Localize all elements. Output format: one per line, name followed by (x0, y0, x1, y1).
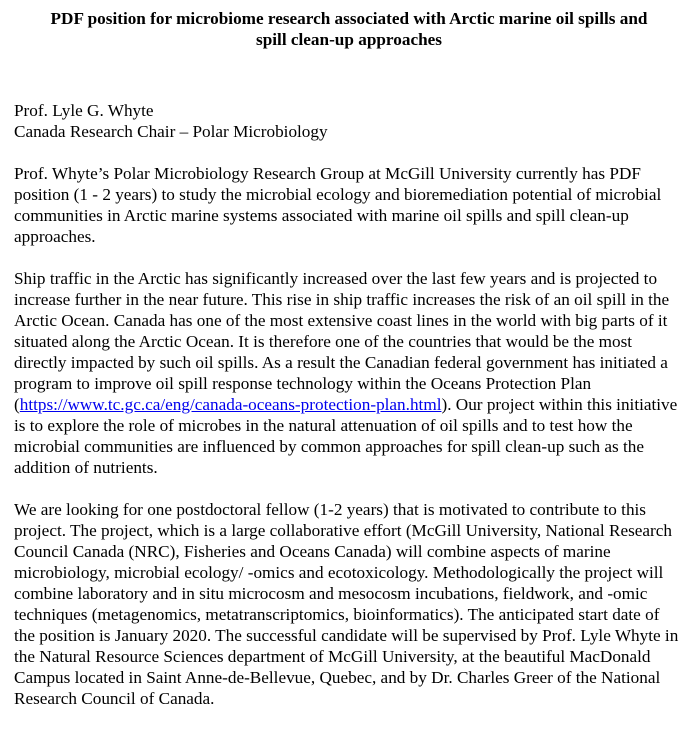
author-name: Prof. Lyle G. Whyte (14, 101, 154, 120)
paragraph-position-summary: Prof. Whyte’s Polar Microbiology Research Group at McGill University currently has PDF position (1 - 2 years) to study the microbial ecology and bioremediation potential of microbial communities in Arctic marine systems associated with marine oil spills and spill clean-up approaches. (14, 164, 662, 246)
paragraph-recruitment: We are looking for one postdoctoral fellow (1-2 years) that is motivated to contribute to this project. The project, which is a large collaborative effort (McGill University, National Research Council Canada (NRC), Fisheries and Oceans Canada) will combine aspects of marine microbiology, microbial ecology/ -omics and ecotoxicology. Methodologically the project will combine laboratory and in situ microcosm and mesocosm incubations, fieldwork, and -omic techniques (metagenomics, metatranscriptomics, bioinformatics). The anticipated start date of the position is January 2020. The successful candidate will be supervised by Prof. Lyle Whyte in the Natural Resource Sciences department of McGill University, at the beautiful MacDonald Campus located in Saint Anne-de-Bellevue, Quebec, and by Dr. Charles Greer of the National Research Council of Canada. (14, 500, 679, 708)
author-position: Canada Research Chair – Polar Microbiology (14, 122, 328, 141)
paragraph-background (14, 268, 684, 478)
author-block (14, 100, 684, 142)
document-title: PDF position for microbiome research associated with Arctic marine oil spills and spill clean-up approaches (50, 9, 648, 49)
oceans-protection-plan-link[interactable]: https://www.tc.gc.ca/eng/canada-oceans-protection-plan.html (19, 395, 442, 414)
paragraph-background-text: Ship traffic in the Arctic has significantly increased over the last few years and is projected to increase further in the near future. This rise in ship traffic increases the risk of an oil spill in the Arctic Ocean. Canada has one of the most extensive coast lines in the world with big parts of it situated along the Arctic Ocean. It is therefore one of the countries that would be the most directly impacted by such oil spills. As a result the Canadian federal government has initiated a program to improve oil spill response technology within the Oceans Protection Plan ( (14, 269, 670, 414)
paragraph-background-text-continued: ). Our project within this initiative is to explore the role of microbes in the natural attenuation of oil spills and to test how the microbial communities are influenced by common approaches for spill clean-up such as the addition of nutrients. (14, 395, 678, 477)
